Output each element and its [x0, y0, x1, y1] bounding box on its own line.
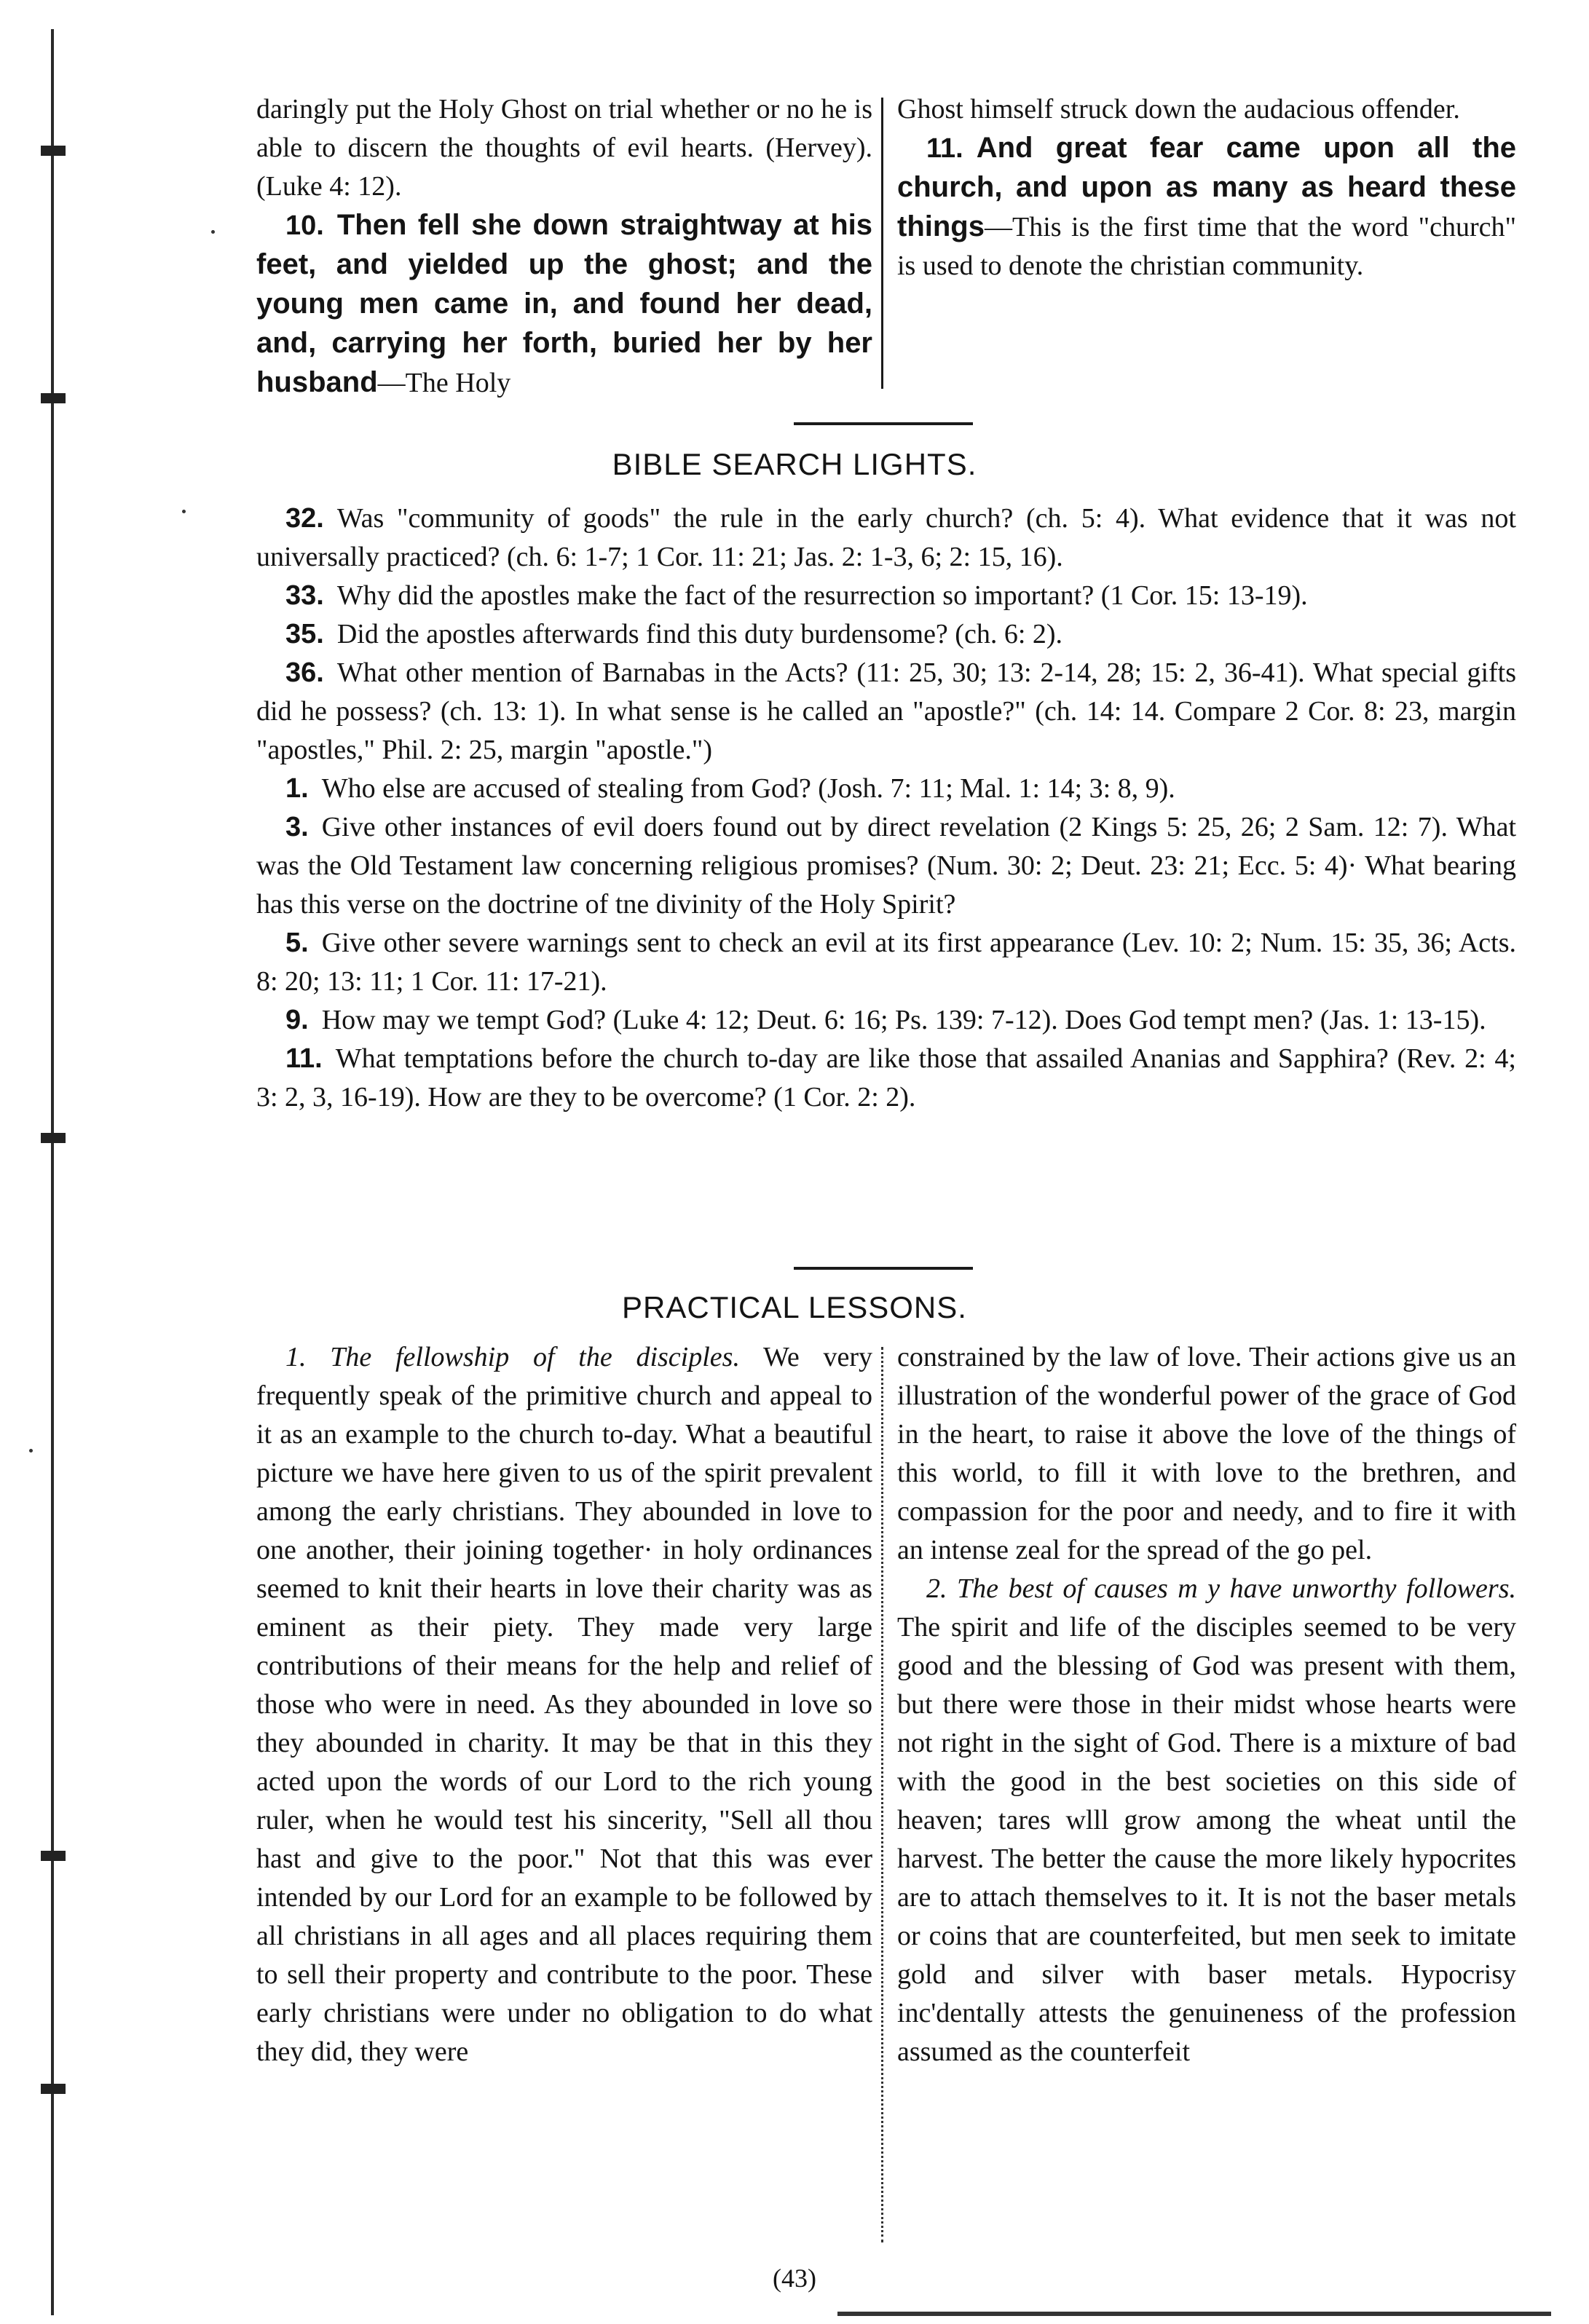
item-text: What temptations before the church to-day are like those that assailed Ananias and Sapphira? (Rev. 2: 4; 3: 2, 3, 16-19). How are they to be overcome? (1 Cor. 2: 2).: [256, 1043, 1516, 1112]
verse-10: [256, 206, 872, 403]
lesson-2: [897, 1570, 1516, 2071]
lessons-left-column: [256, 1338, 872, 2071]
verse-9-continuation: daringly put the Holy Ghost on trial whether or no he is able to discern the thoughts of evil hearts. (Hervey). (Luke 4: 12).: [256, 94, 872, 202]
item-number: 36.: [285, 657, 324, 688]
column-divider: [881, 98, 883, 389]
search-lights-heading: BIBLE SEARCH LIGHTS.: [612, 447, 977, 481]
item-number: 9.: [285, 1005, 309, 1035]
item-text: Give other severe warnings sent to check an evil at its first appearance (Lev. 10: 2; Num. 15: 35, 36; Acts. 8: 20; 13: 11; 1 Cor. 11: 17-21).: [256, 928, 1516, 997]
column-divider: [881, 1347, 886, 2242]
binding-mark: [41, 146, 66, 156]
speck: [211, 230, 215, 234]
item-text: How may we tempt God? (Luke 4: 12; Deut. 6: 16; Ps. 139: 7-12). Does God tempt men? (Jas. 1: 13-15).: [321, 1005, 1486, 1035]
search-light-item: [256, 770, 1516, 808]
section-rule: [794, 422, 973, 425]
lesson-1-title: 1. The fellowship of the disciples.: [285, 1342, 740, 1372]
speck: [29, 1449, 33, 1452]
item-text: Who else are accused of stealing from God? (Josh. 7: 11; Mal. 1: 14; 3: 8, 9).: [321, 773, 1175, 804]
verse-10-continuation: Ghost himself struck down the audacious offender.: [897, 94, 1460, 125]
item-number: 1.: [285, 773, 309, 804]
verse-text: And great fear came upon all the church, and upon as many as heard these things: [897, 132, 1516, 242]
verse-comment: —The Holy: [377, 368, 511, 398]
search-light-item: [256, 808, 1516, 924]
search-lights-list: [256, 499, 1516, 1117]
item-number: 3.: [285, 812, 309, 842]
verse-11: [897, 129, 1516, 285]
search-light-item: [256, 654, 1516, 770]
item-text: Did the apostles afterwards find this duty burdensome? (ch. 6: 2).: [336, 619, 1063, 649]
search-light-item: [256, 1001, 1516, 1040]
lesson-2-title: 2. The best of causes m y have unworthy followers.: [926, 1573, 1516, 1604]
verse-number: 10.: [285, 210, 324, 241]
verse-text: Then fell she down straightway at his feet, and yielded up the ghost; and the young men came in, and found her dead, and, carrying her forth, buried her by her husband: [256, 209, 872, 398]
top-right-column: [897, 90, 1516, 285]
item-number: 11.: [285, 1043, 323, 1074]
binding-mark: [41, 1133, 66, 1143]
verse-comment: —This is the first time that the word "church" is used to denote the christian community.: [897, 212, 1516, 281]
item-text: Give other instances of evil doers found out by direct revelation (2 Kings 5: 25, 26; 2 Sam. 12: 7). What was the Old Testament law concerning religious promises? (Num. 30: 2; Deut. 23: 21; Ecc. 5: 4)· What bearing has this verse on the doctrine of tne divinity of the Holy Spirit?: [256, 812, 1516, 920]
item-text: Was "community of goods" the rule in the early church? (ch. 5: 4). What evidence that it was not universally practiced? (ch. 6: 1-7; 1 Cor. 11: 21; Jas. 2: 1-3, 6; 2: 15, 16).: [256, 503, 1516, 572]
item-number: 32.: [285, 503, 324, 534]
item-number: 33.: [285, 580, 324, 611]
search-light-item: [256, 499, 1516, 577]
lessons-right-column: [897, 1338, 1516, 2071]
lesson-1-text: We very frequently speak of the primitive church and appeal to it as an example to the church to-day. What a beautiful picture we have here given to us of the spirit prevalent among the early christians. They abounded in love to one another, their joining together· in holy ordinances seemed to knit their hearts in love their charity was as eminent as their piety. They made very large contributions of their means for the help and relief of those who were in need. As they abounded in love so they abounded in charity. It may be that in this they acted upon the words of our Lord to the rich young ruler, when he would test his sincerity, "Sell all thou hast and give to the poor." Not that this was ever intended by our Lord for an example to be followed by all christians in all ages and all places requiring them to sell their property and contribute to the poor. These early christians were under no obligation to do what they did, they were: [256, 1342, 872, 2067]
binding-mark: [41, 1851, 66, 1861]
item-text: Why did the apostles make the fact of the resurrection so important? (1 Cor. 15: 13-19).: [336, 580, 1308, 611]
top-left-column: [256, 90, 872, 403]
section-rule: [794, 1267, 973, 1270]
lesson-1-continuation: constrained by the law of love. Their actions give us an illustration of the wonderful power of the grace of God in the heart, to raise it above the love of the things of this world, to fill it with love to the brethren, and compassion for the poor and needy, and to fire it with an intense zeal for the spread of the go pel.: [897, 1342, 1516, 1565]
speck: [182, 510, 186, 513]
lesson-2-text: The spirit and life of the disciples seemed to be very good and the blessing of God was present with them, but there were those in their midst whose hearts were not right in the sight of God. There is a mixture of bad with the good in the best societies on this side of heaven; tares wlll grow among the wheat until the harvest. The better the cause the more likely hypocrites are to attach themselves to it. It is not the baser metals or coins that are counterfeited, but men seek to imitate gold and silver with baser metals. Hypocrisy inc'dentally attests the genuineness of the profession assumed as the counterfeit: [897, 1612, 1516, 2067]
practical-lessons-heading: PRACTICAL LESSONS.: [622, 1290, 967, 1324]
binding-mark: [41, 393, 66, 403]
search-light-item: [256, 577, 1516, 615]
verse-number: 11.: [926, 133, 963, 164]
binding-edge: [51, 29, 54, 2315]
item-number: 35.: [285, 619, 324, 649]
item-text: What other mention of Barnabas in the Acts? (11: 25, 30; 13: 2-14, 28; 15: 2, 36-41). What special gifts did he possess? (ch. 13: 1). In what sense is he called an "apostle?" (ch. 14: 14. Compare 2 Cor. 8: 23, margin "apostles," Phil. 2: 25, margin "apostle."): [256, 657, 1516, 765]
scan-artifact: [837, 2312, 1551, 2316]
search-light-item: [256, 615, 1516, 654]
search-light-item: [256, 1040, 1516, 1117]
page-number: (43): [773, 2264, 816, 2293]
binding-mark: [41, 2084, 66, 2094]
lesson-1: [256, 1338, 872, 2071]
search-light-item: [256, 924, 1516, 1001]
item-number: 5.: [285, 928, 309, 958]
